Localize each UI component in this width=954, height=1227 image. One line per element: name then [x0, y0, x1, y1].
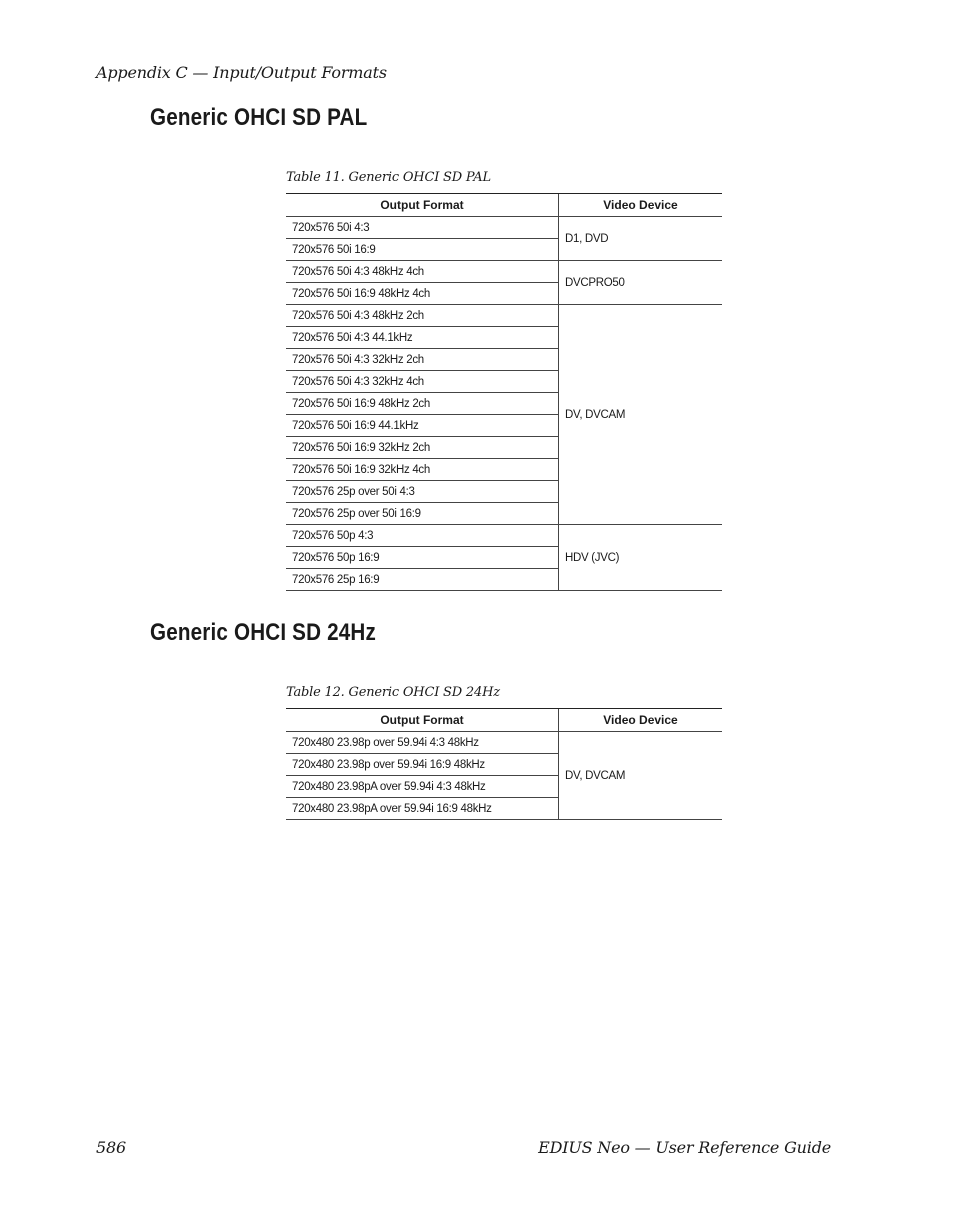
column-header-video-device: Video Device [559, 194, 723, 217]
table-row [286, 732, 722, 754]
table-generic-ohci-sd-24hz [286, 708, 722, 820]
output-format-cell: 720x576 50i 4:3 48kHz 4ch [286, 261, 559, 283]
table-caption-pal: Table 11. Generic OHCI SD PAL [286, 170, 491, 185]
book-title: EDIUS Neo — User Reference Guide [538, 1138, 831, 1157]
table-generic-ohci-sd-pal [286, 193, 722, 591]
output-format-cell: 720x576 50i 4:3 32kHz 2ch [286, 349, 559, 371]
column-header-output-format: Output Format [286, 709, 559, 732]
output-format-cell: 720x576 50i 4:3 [286, 217, 559, 239]
output-format-cell: 720x480 23.98pA over 59.94i 16:9 48kHz [286, 798, 559, 820]
table-row [286, 305, 722, 327]
video-device-cell: DV, DVCAM [559, 732, 723, 820]
output-format-cell: 720x480 23.98p over 59.94i 4:3 48kHz [286, 732, 559, 754]
table-row [286, 217, 722, 239]
section-title-pal: Generic OHCI SD PAL [150, 104, 368, 131]
column-header-video-device: Video Device [559, 709, 723, 732]
output-format-cell: 720x576 50i 4:3 48kHz 2ch [286, 305, 559, 327]
video-device-cell: DV, DVCAM [559, 305, 723, 525]
output-format-cell: 720x576 50i 4:3 32kHz 4ch [286, 371, 559, 393]
running-head: Appendix C — Input/Output Formats [96, 63, 387, 82]
output-format-cell: 720x576 50i 4:3 44.1kHz [286, 327, 559, 349]
output-format-cell: 720x576 50i 16:9 32kHz 4ch [286, 459, 559, 481]
output-format-cell: 720x576 50i 16:9 48kHz 2ch [286, 393, 559, 415]
table-caption-24hz: Table 12. Generic OHCI SD 24Hz [286, 685, 500, 700]
column-header-output-format: Output Format [286, 194, 559, 217]
table-row [286, 525, 722, 547]
output-format-cell: 720x480 23.98p over 59.94i 16:9 48kHz [286, 754, 559, 776]
page-number: 586 [96, 1138, 126, 1157]
table-row [286, 261, 722, 283]
video-device-cell: D1, DVD [559, 217, 723, 261]
output-format-cell: 720x576 25p over 50i 4:3 [286, 481, 559, 503]
output-format-cell: 720x576 50i 16:9 44.1kHz [286, 415, 559, 437]
output-format-cell: 720x576 50i 16:9 32kHz 2ch [286, 437, 559, 459]
output-format-cell: 720x576 50i 16:9 48kHz 4ch [286, 283, 559, 305]
output-format-cell: 720x480 23.98pA over 59.94i 4:3 48kHz [286, 776, 559, 798]
video-device-cell: DVCPRO50 [559, 261, 723, 305]
output-format-cell: 720x576 50i 16:9 [286, 239, 559, 261]
output-format-cell: 720x576 25p over 50i 16:9 [286, 503, 559, 525]
table-header-row [286, 709, 722, 732]
output-format-cell: 720x576 50p 4:3 [286, 525, 559, 547]
table-header-row [286, 194, 722, 217]
section-title-24hz: Generic OHCI SD 24Hz [150, 619, 376, 646]
video-device-cell: HDV (JVC) [559, 525, 723, 591]
output-format-cell: 720x576 25p 16:9 [286, 569, 559, 591]
output-format-cell: 720x576 50p 16:9 [286, 547, 559, 569]
